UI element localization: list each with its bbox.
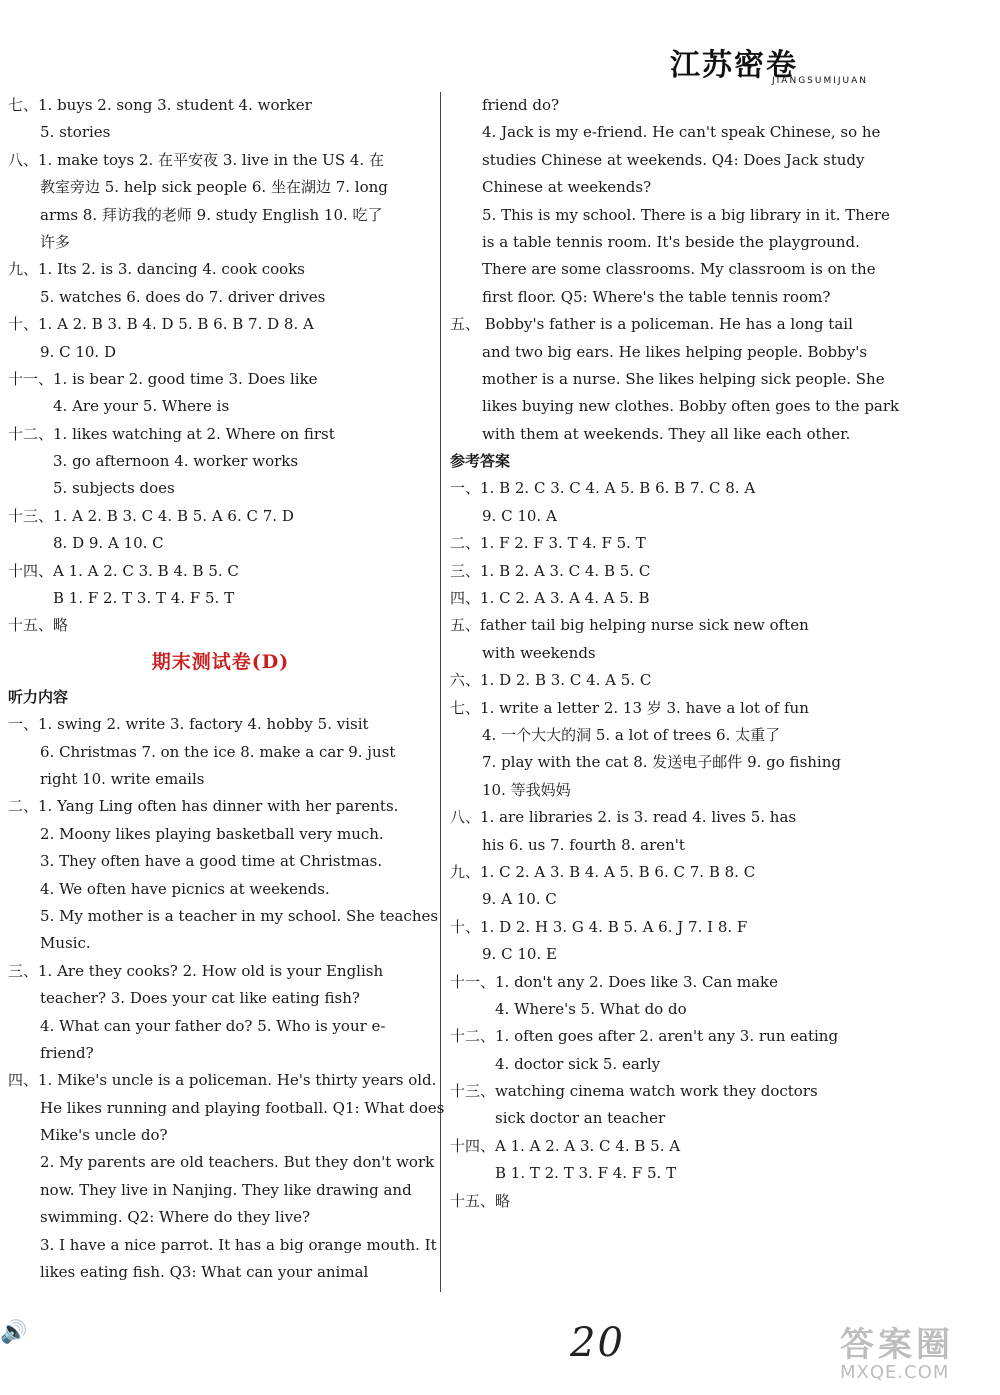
answer-line: 6. Christmas 7. on the ice 8. make a car 9. just [40,742,396,761]
answer-line: sick doctor an teacher [495,1109,666,1128]
answer-line: 4. We often have picnics at weekends. [40,879,330,898]
answer-line: likes eating fish. Q3: What can your animal [40,1263,369,1282]
answer-line: 4. Where's 5. What do do [495,999,687,1018]
answer-line: swimming. Q2: Where do they live? [40,1208,311,1227]
answer-line: 许多 [40,232,71,251]
answer-line: B 1. T 2. T 3. F 4. F 5. T [495,1164,677,1183]
answer-line: mother is a nurse. She likes helping sick people. She [482,369,885,388]
answer-line: 教室旁边 5. help sick people 6. 坐在湖边 7. long [40,178,388,197]
brand-name-cn: 江苏密卷 [670,48,798,83]
answer-line: 八、1. are libraries 2. is 3. read 4. lives 5. has [450,808,797,827]
section-heading: 期末测试卷(D) [151,650,290,673]
answer-line: with weekends [482,643,596,662]
answer-line: B 1. F 2. T 3. T 4. F 5. T [53,589,235,608]
answer-line: 八、1. make toys 2. 在平安夜 3. live in the US 4. 在 [8,150,384,169]
answer-line: 4. doctor sick 5. early [495,1054,661,1073]
answer-line: 2. My parents are old teachers. But they don't work [40,1153,435,1172]
answer-line: friend do? [482,96,560,114]
answer-line: 二、1. F 2. F 3. T 4. F 5. T [450,534,646,553]
answer-line: studies Chinese at weekends. Q4: Does Jack study [482,150,865,169]
answer-line: teacher? 3. Does your cat like eating fish? [40,989,360,1008]
answer-line: 十三、watching cinema watch work they doctors [450,1082,818,1101]
answer-line: right 10. write emails [40,769,205,788]
answer-line: 2. Moony likes playing basketball very much. [40,824,384,843]
answer-line: 十一、1. is bear 2. good time 3. Does like [8,369,318,388]
answer-line: 5. This is my school. There is a big library in it. There [482,205,890,224]
answer-line: 九、1. C 2. A 3. B 4. A 5. B 6. C 7. B 8. C [450,862,756,881]
answer-line: 十、1. A 2. B 3. B 4. D 5. B 6. B 7. D 8. A [8,315,314,334]
answer-line: 一、1. swing 2. write 3. factory 4. hobby 5. visit [8,715,369,734]
answer-line: first floor. Q5: Where's the table tennis room? [482,287,831,306]
answer-line: 3. I have a nice parrot. It has a big orange mouth. It [40,1235,437,1254]
answer-line: is a table tennis room. It's beside the playground. [482,232,860,251]
answer-line: 4. Jack is my e-friend. He can't speak Chinese, so he [482,123,881,142]
answer-line: 十三、1. A 2. B 3. C 4. B 5. A 6. C 7. D [8,506,294,525]
answer-line: 十五、略 [8,616,69,635]
answer-line: Mike's uncle do? [40,1126,168,1145]
page-number: 20 [570,1320,625,1366]
answer-line: 9. A 10. C [482,890,557,909]
answer-line: 十二、1. often goes after 2. aren't any 3. run eating [450,1027,839,1046]
answer-line: 十一、1. don't any 2. Does like 3. Can make [450,972,779,991]
answer-line: There are some classrooms. My classroom is on the [482,260,876,279]
speaker-icon: 🔊 [0,1320,28,1345]
answer-line: with them at weekends. They all like each other. [482,424,851,443]
answer-line: 听力内容 [8,687,69,706]
answer-line: 五、father tail big helping nurse sick new often [450,616,809,635]
answer-line: 9. C 10. D [40,342,116,361]
answer-line: 七、1. write a letter 2. 13 岁 3. have a lot of fun [450,698,809,717]
answer-line: 一、1. B 2. C 3. C 4. A 5. B 6. B 7. C 8. A [450,479,756,498]
answer-line: He likes running and playing football. Q1: What does [40,1098,445,1117]
answer-line: 5. stories [40,123,111,142]
answer-line: 三、1. Are they cooks? 2. How old is your English [8,961,384,980]
answer-line: 9. C 10. A [482,506,557,525]
watermark-logo [840,1317,980,1383]
answer-line: and two big ears. He likes helping people. Bobby's [482,342,868,361]
answer-line: 四、1. Mike's uncle is a policeman. He's thirty years old. [8,1071,437,1090]
answer-line: 七、1. buys 2. song 3. student 4. worker [8,96,312,114]
right-column [450,92,900,1215]
answer-line: 十四、A 1. A 2. C 3. B 4. B 5. C [8,561,239,580]
answer-line: 4. Are your 5. Where is [53,397,230,416]
answer-line: 参考答案 [450,452,511,471]
brand-logo [670,40,880,90]
answer-line: 3. go afternoon 4. worker works [53,452,299,471]
answer-line: 六、1. D 2. B 3. C 4. A 5. C [450,671,652,690]
brand-name-en: JIANGSUMIJUAN [772,76,869,86]
answer-line: 9. C 10. E [482,945,557,964]
answer-line: 5. subjects does [53,479,175,498]
answer-line: 二、1. Yang Ling often has dinner with her parents. [8,797,399,816]
answer-line: 10. 等我妈妈 [482,780,571,799]
answer-line: Music. [40,934,91,953]
answer-line: his 6. us 7. fourth 8. aren't [482,835,685,854]
answer-line: 4. What can your father do? 5. Who is your e- [40,1016,386,1035]
answer-line: 8. D 9. A 10. C [53,534,164,553]
answer-line: friend? [40,1043,94,1062]
watermark-en: MXQE.COM [840,1362,950,1383]
watermark-cn: 答案圈 [840,1325,954,1365]
answer-line: likes buying new clothes. Bobby often goes to the park [482,397,900,416]
answer-line: now. They live in Nanjing. They like drawing and [40,1180,412,1199]
answer-line: 7. play with the cat 8. 发送电子邮件 9. go fishing [482,753,841,772]
answer-line: Chinese at weekends? [482,178,652,197]
answer-line: 4. 一个大大的洞 5. a lot of trees 6. 太重了 [482,725,781,744]
answer-line: 四、1. C 2. A 3. A 4. A 5. B [450,589,650,608]
left-column [8,92,445,1286]
answer-line: 5. watches 6. does do 7. driver drives [40,287,326,306]
answer-line: 5. My mother is a teacher in my school. She teaches [40,906,439,925]
answer-line: 三、1. B 2. A 3. C 4. B 5. C [450,561,651,580]
answer-line: 十五、略 [450,1191,511,1210]
answer-line: 五、 Bobby's father is a policeman. He has a long tail [450,315,853,334]
answer-line: 3. They often have a good time at Christmas. [40,852,383,871]
answer-line: 十、1. D 2. H 3. G 4. B 5. A 6. J 7. I 8. F [450,917,748,936]
answer-line: 九、1. Its 2. is 3. dancing 4. cook cooks [8,260,306,279]
answer-line: 十二、1. likes watching at 2. Where on first [8,424,335,443]
answer-line: 十四、A 1. A 2. A 3. C 4. B 5. A [450,1136,681,1155]
answer-line: arms 8. 拜访我的老师 9. study English 10. 吃了 [40,205,383,224]
